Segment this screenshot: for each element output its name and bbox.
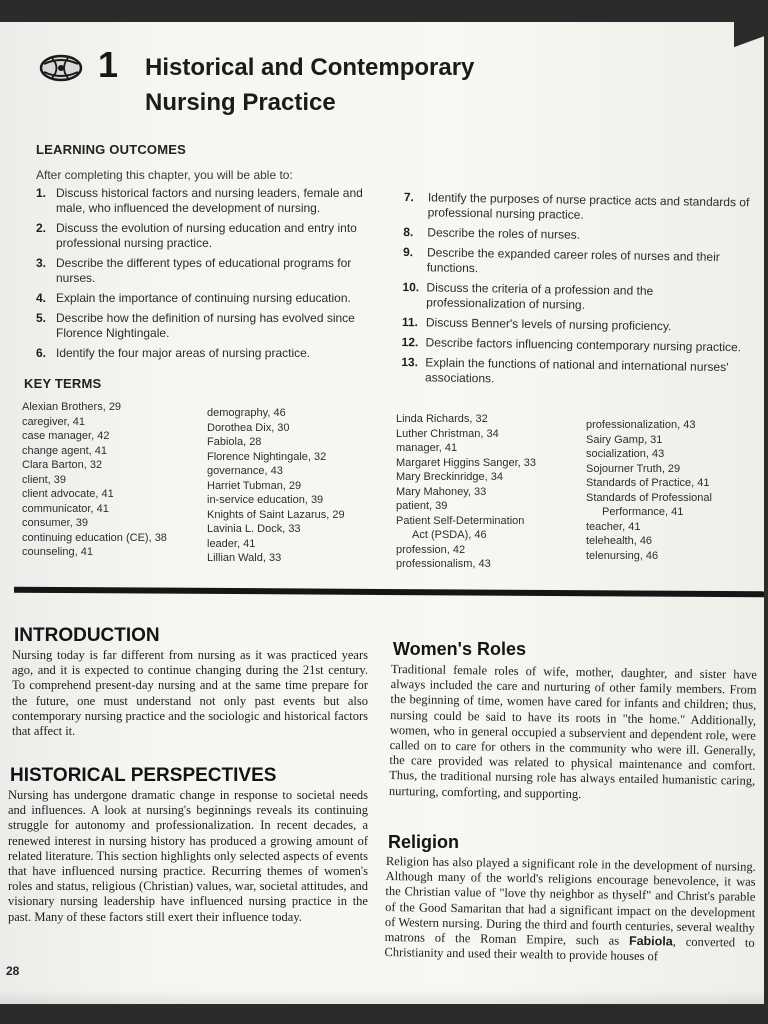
key-term: socialization, 43: [586, 448, 665, 460]
key-term: Florence Nightingale, 32: [207, 450, 327, 463]
key-term: Dorothea Dix, 30: [207, 421, 290, 434]
key-term: Patient Self-Determination: [396, 514, 525, 527]
introduction-text: Nursing today is far different from nursing as it was practiced years ago, and it is expected to continue changing during the 21st century. To comprehend present-day nursing and at the same time prepare for the future, one must understand not only past events but also contemporary nursing practice and the sociologic and historical factors that affect it.: [12, 648, 368, 739]
outcome-number: 9.: [402, 244, 414, 260]
outcome-text: Describe the different types of educational programs for nurses.: [56, 256, 352, 285]
learning-outcome-item: [401, 335, 751, 355]
key-term: client, 39: [22, 473, 67, 486]
learning-outcomes-list-right: [401, 190, 754, 395]
page-bottom-shadow: [0, 990, 764, 1004]
learning-outcome-item: [404, 190, 754, 225]
womens-roles-heading: Women's Roles: [393, 639, 526, 659]
key-terms-column-1: [22, 400, 167, 560]
outcome-text: Discuss Benner's levels of nursing proficiency.: [425, 315, 672, 334]
outcome-text: Describe how the definition of nursing has evolved since Florence Nightingale.: [56, 311, 355, 340]
key-term: Alexian Brothers, 29: [22, 401, 122, 413]
historical-perspectives-text: Nursing has undergone dramatic change in response to societal needs and influences. A look at nursing's beginnings reveals its continuing struggle for autonomy and professionalization. In recent decades, a renewed interest in nursing history has produced a growing amount of related literature. This section highlights only selected aspects of events that have influenced nursing practice. Recurring themes of women's roles and status, religious (Christian) values, war, societal attitudes, and visionary nursing leadership have influenced nursing practice in the past. Many of these factors still exert their influence today.: [8, 788, 368, 924]
key-term: Linda Richards, 32: [396, 413, 488, 425]
section-divider: [14, 587, 764, 598]
outcome-text: Describe the roles of nurses.: [427, 225, 581, 242]
learning-outcome-item: [403, 225, 753, 245]
outcome-text: Describe the expanded career roles of nurses and their functions.: [426, 245, 720, 276]
key-term: teacher, 41: [586, 520, 641, 533]
outcome-number: 4.: [36, 291, 47, 305]
womens-roles-text: Traditional female roles of wife, mother, daughter, and sister have always included the care and nurturing of other family members. From the beginning of time, women have cared for infants and children; thus, nursing could be said to have its roots in "the home." Additionally, women, who in general occupied a subservient and dependent role, were called on to care for others in the community who were ill. Generally, the care provided was related to physical maintenance and comfort. Thus, the traditional nursing role has always entailed humanistic caring, nurturing, comforting, and supporting.: [388, 662, 757, 801]
outcome-number: 3.: [36, 256, 47, 270]
chapter-number: 1: [98, 44, 119, 85]
learning-outcome-item: [403, 245, 753, 280]
outcome-text: Explain the functions of national and international nurses' associations.: [424, 355, 729, 386]
page-corner-shadow: [734, 22, 764, 82]
key-term: patient, 39: [396, 500, 448, 512]
chapter-title-line-1: Historical and Contemporary: [145, 54, 475, 81]
outcome-number: 5.: [36, 311, 47, 325]
learning-outcomes-heading: LEARNING OUTCOMES: [36, 142, 187, 157]
key-term: client advocate, 41: [22, 488, 114, 500]
key-term: change agent, 41: [22, 444, 108, 457]
historical-perspectives-heading: HISTORICAL PERSPECTIVES: [10, 765, 277, 786]
key-term: Lavinia L. Dock, 33: [207, 523, 301, 535]
key-terms-column-3: [396, 412, 536, 572]
key-term: professionalism, 43: [396, 558, 491, 570]
key-term: demography, 46: [207, 407, 286, 419]
key-term: Act (PSDA), 46: [412, 529, 487, 541]
key-term: Knights of Saint Lazarus, 29: [207, 508, 345, 521]
learning-outcome-item: [36, 346, 381, 361]
key-term: communicator, 41: [22, 502, 109, 515]
outcome-text: Discuss the evolution of nursing education and entry into professional nursing practice.: [56, 221, 357, 250]
key-term: caregiver, 41: [22, 415, 85, 428]
learning-outcome-item: [36, 291, 381, 306]
chapter-title: [145, 50, 474, 120]
key-term: Margaret Higgins Sanger, 33: [396, 456, 537, 469]
outcome-number: 11.: [401, 314, 419, 330]
learning-outcome-item: [402, 315, 752, 335]
outcome-number: 1.: [36, 186, 47, 200]
page-number: 28: [6, 964, 20, 978]
outcome-number: 2.: [36, 221, 47, 235]
key-term: profession, 42: [396, 543, 466, 556]
outcome-text: Discuss historical factors and nursing leaders, female and male, who influenced the development of nursing.: [56, 186, 363, 215]
learning-outcome-item: [36, 221, 381, 251]
religion-text-part-2: , converted to Christianity and used their wealth to provide houses of: [384, 934, 755, 964]
outcome-text: Discuss the criteria of a profession and the professionalization of nursing.: [426, 280, 654, 312]
outcome-number: 12.: [401, 334, 419, 350]
learning-outcome-item: [36, 186, 381, 216]
learning-outcome-item: [401, 355, 751, 390]
outcome-number: 7.: [403, 190, 415, 205]
learning-outcome-item: [402, 280, 752, 315]
key-term: Mary Mahoney, 33: [396, 485, 487, 498]
key-term: Performance, 41: [602, 506, 684, 518]
learning-outcomes-intro: After completing this chapter, you will be able to:: [36, 168, 293, 182]
key-term: Sojourner Truth, 29: [586, 462, 681, 475]
outcome-text: Identify the four major areas of nursing practice.: [56, 346, 311, 360]
key-term: Harriet Tubman, 29: [207, 479, 302, 492]
key-terms-heading: KEY TERMS: [24, 376, 102, 391]
key-term: professionalization, 43: [586, 419, 696, 431]
learning-outcome-item: [36, 311, 381, 341]
learning-outcomes-list-left: [36, 186, 381, 366]
religion-text: [384, 854, 756, 966]
key-term: telehealth, 46: [586, 535, 653, 547]
key-term: Clara Barton, 32: [22, 459, 103, 471]
bold-key-term-fabiola: Fabiola: [628, 933, 673, 949]
key-term: Fabiola, 28: [207, 436, 262, 448]
key-term: Mary Breckinridge, 34: [396, 471, 503, 483]
religion-heading: Religion: [388, 832, 459, 852]
key-term: Lillian Wald, 33: [207, 552, 282, 564]
outcome-text: Describe factors influencing contemporary nursing practice.: [425, 335, 742, 355]
outcome-number: 8.: [403, 224, 414, 240]
key-term: telenursing, 46: [586, 549, 659, 562]
outcome-number: 6.: [36, 346, 47, 360]
learning-outcome-item: [36, 256, 381, 286]
textbook-page: [0, 22, 764, 1004]
key-term: Sairy Gamp, 31: [586, 433, 663, 446]
key-terms-column-4: [586, 418, 712, 563]
key-term: continuing education (CE), 38: [22, 531, 167, 544]
key-terms-column-2: [207, 406, 345, 566]
key-term: counseling, 41: [22, 546, 93, 558]
outcome-text: Explain the importance of continuing nursing education.: [56, 291, 351, 305]
key-term: Luther Christman, 34: [396, 427, 499, 440]
religion-text-part-1: Religion has also played a significant role in the development of nursing. Although many of the world's religions encourage benevolence, it was the Christian value of "love thy neighbor as thyself" and Christ's parable of the Good Samaritan that had a significant impact on the development of Western nursing. During the third and fourth centuries, several wealthy matrons of the Roman Empire, such as: [384, 854, 756, 948]
chapter-title-line-2: Nursing Practice: [145, 89, 336, 116]
introduction-heading: INTRODUCTION: [14, 625, 160, 646]
outcome-text: Identify the purposes of nurse practice acts and standards of professional nursing practice.: [427, 190, 750, 222]
key-term: consumer, 39: [22, 517, 89, 529]
outcome-number: 13.: [401, 354, 419, 370]
key-term: manager, 41: [396, 442, 458, 454]
outcome-number: 10.: [402, 279, 420, 295]
key-term: governance, 43: [207, 465, 283, 477]
key-term: Standards of Practice, 41: [586, 477, 710, 489]
key-term: case manager, 42: [22, 430, 110, 442]
key-term: leader, 41: [207, 537, 256, 550]
key-term: in-service education, 39: [207, 494, 324, 506]
chapter-globe-icon: [38, 52, 84, 84]
key-term: Standards of Professional: [586, 491, 712, 504]
